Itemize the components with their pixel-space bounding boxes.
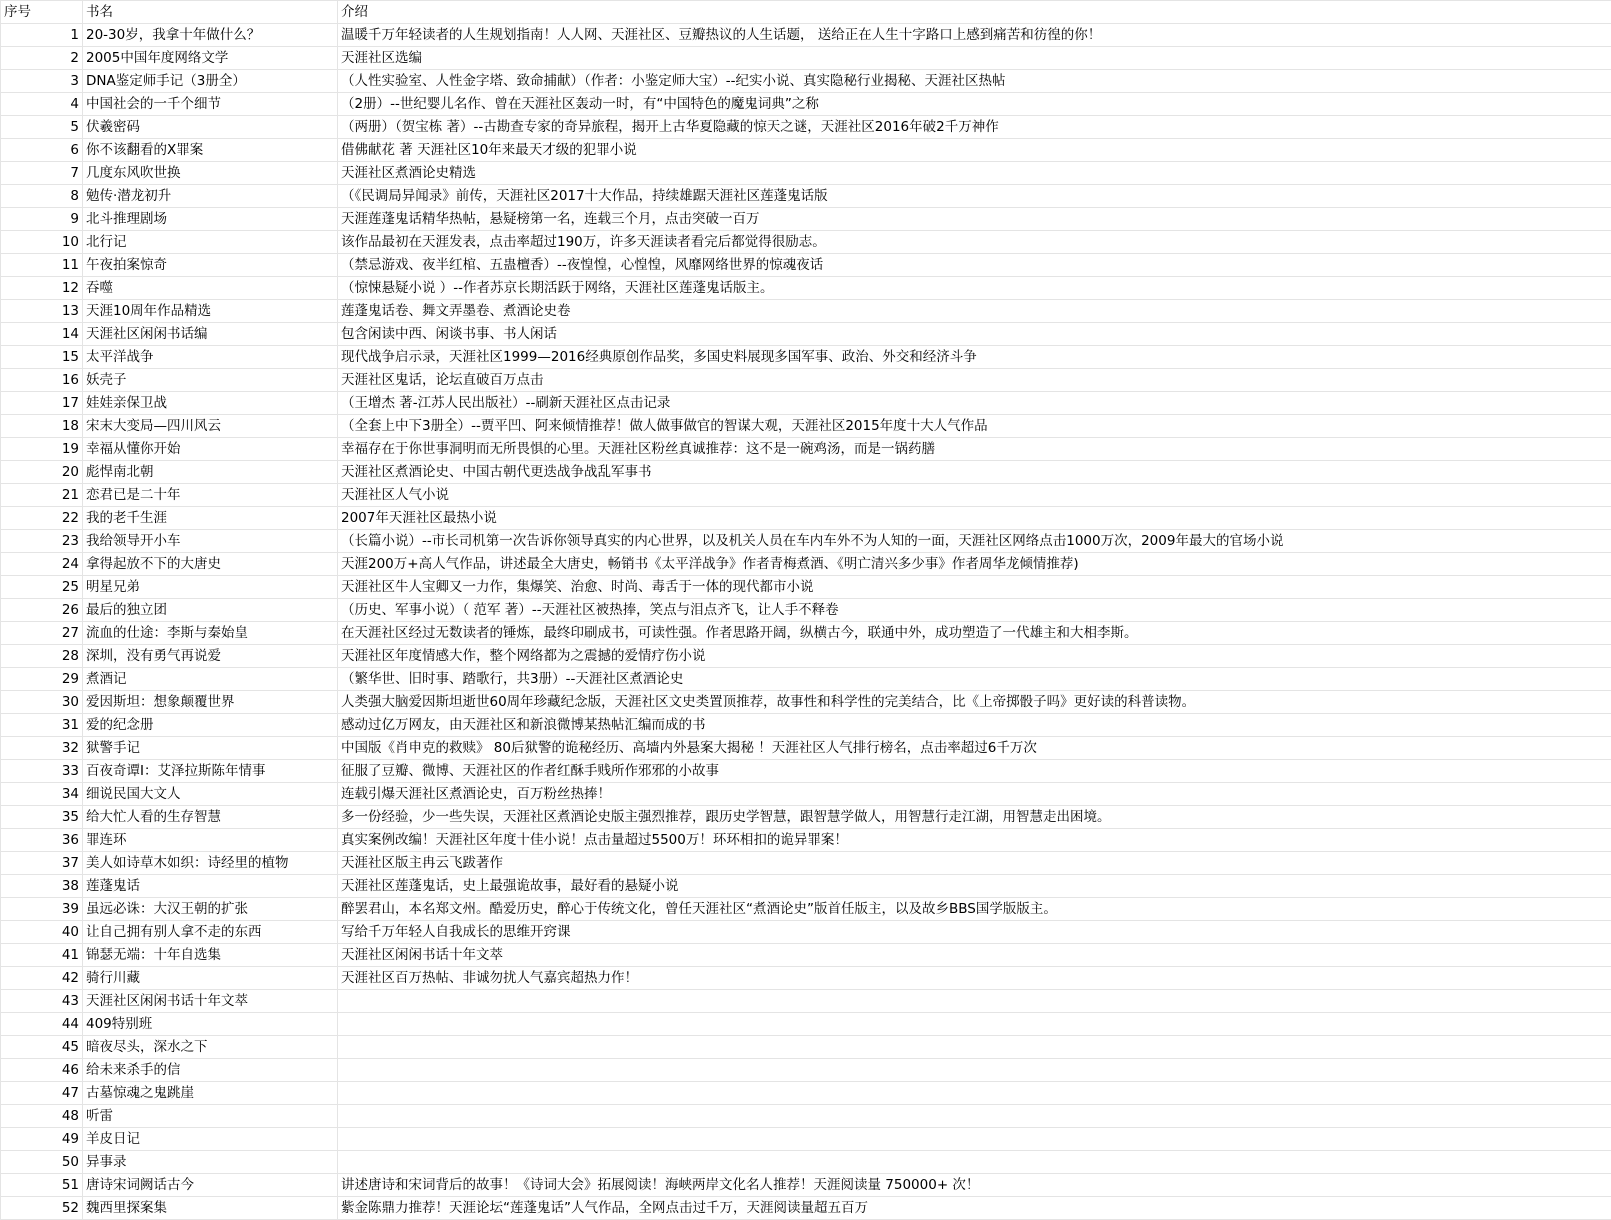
cell-intro[interactable]: 天涯社区闲闲书话十年文萃 [338, 944, 1611, 967]
cell-intro[interactable]: 幸福存在于你世事洞明而无所畏惧的心里。天涯社区粉丝真诚推荐：这不是一碗鸡汤，而是一锅药膳 [338, 438, 1611, 461]
table-row [1, 1174, 1611, 1197]
cell-intro[interactable]: 天涯社区百万热帖、非诚勿扰人气嘉宾超热力作！ [338, 967, 1611, 990]
cell-intro[interactable]: （全套上中下3册全）--贾平凹、阿来倾情推荐！做人做事做官的智谋大观，天涯社区2015年度十大人气作品 [338, 415, 1611, 438]
table-row [1, 714, 1611, 737]
cell-title[interactable]: 暗夜尽头，深水之下 [83, 1036, 338, 1059]
cell-title[interactable]: 爱因斯坦：想象颠覆世界 [83, 691, 338, 714]
cell-intro[interactable]: 天涯200万+高人气作品，讲述最全大唐史，畅销书《太平洋战争》作者青梅煮酒、《明亡清兴多少事》作者周华龙倾情推荐) [338, 553, 1611, 576]
cell-index[interactable]: 5 [1, 116, 83, 139]
table-row [1, 507, 1611, 530]
table-row [1, 691, 1611, 714]
table-row [1, 70, 1611, 93]
cell-intro[interactable] [338, 1013, 1611, 1036]
cell-title[interactable]: 吞噬 [83, 277, 338, 300]
cell-title[interactable]: 罪连环 [83, 829, 338, 852]
table-row [1, 967, 1611, 990]
cell-intro[interactable] [338, 1082, 1611, 1105]
cell-index[interactable]: 26 [1, 599, 83, 622]
cell-title[interactable]: 流血的仕途：李斯与秦始皇 [83, 622, 338, 645]
cell-index[interactable]: 8 [1, 185, 83, 208]
cell-intro[interactable]: 写给千万年轻人自我成长的思维开窍课 [338, 921, 1611, 944]
cell-index[interactable]: 19 [1, 438, 83, 461]
cell-index[interactable]: 35 [1, 806, 83, 829]
cell-title[interactable]: 煮酒记 [83, 668, 338, 691]
cell-title[interactable]: 虽远必诛：大汉王朝的扩张 [83, 898, 338, 921]
cell-index[interactable]: 24 [1, 553, 83, 576]
cell-index[interactable]: 46 [1, 1059, 83, 1082]
table-row [1, 323, 1611, 346]
table-row [1, 254, 1611, 277]
table-row [1, 24, 1611, 47]
cell-index[interactable]: 27 [1, 622, 83, 645]
cell-intro[interactable]: 感动过亿万网友，由天涯社区和新浪微博某热帖汇编而成的书 [338, 714, 1611, 737]
cell-intro[interactable]: 2007年天涯社区最热小说 [338, 507, 1611, 530]
cell-index[interactable]: 30 [1, 691, 83, 714]
cell-index[interactable]: 47 [1, 1082, 83, 1105]
cell-title[interactable]: 狱警手记 [83, 737, 338, 760]
cell-index[interactable]: 33 [1, 760, 83, 783]
cell-index[interactable]: 3 [1, 70, 83, 93]
cell-title[interactable]: 我给领导开小车 [83, 530, 338, 553]
cell-index[interactable]: 45 [1, 1036, 83, 1059]
cell-intro[interactable]: 醉罢君山，本名郑文州。酷爱历史，醉心于传统文化，曾任天涯社区“煮酒论史”版首任版主，以及故乡BBS国学版版主。 [338, 898, 1611, 921]
cell-index[interactable]: 42 [1, 967, 83, 990]
table-row [1, 852, 1611, 875]
cell-title[interactable]: 听雷 [83, 1105, 338, 1128]
cell-index[interactable]: 2 [1, 47, 83, 70]
table-row [1, 645, 1611, 668]
cell-title[interactable]: 娃娃亲保卫战 [83, 392, 338, 415]
cell-index[interactable]: 20 [1, 461, 83, 484]
cell-intro[interactable]: （2册）--世纪婴儿名作、曾在天涯社区轰动一时，有“中国特色的魔鬼词典”之称 [338, 93, 1611, 116]
cell-title[interactable]: 魏西里探案集 [83, 1197, 338, 1220]
table-row [1, 1036, 1611, 1059]
cell-intro[interactable] [338, 990, 1611, 1013]
table-row [1, 162, 1611, 185]
cell-intro[interactable]: 多一份经验，少一些失误，天涯社区煮酒论史版主强烈推荐，跟历史学智慧，跟智慧学做人，用智慧行走江湖，用智慧走出困境。 [338, 806, 1611, 829]
cell-index[interactable]: 23 [1, 530, 83, 553]
cell-title[interactable]: 唐诗宋词阙话古今 [83, 1174, 338, 1197]
cell-index[interactable]: 21 [1, 484, 83, 507]
cell-title[interactable]: 拿得起放不下的大唐史 [83, 553, 338, 576]
cell-index[interactable]: 9 [1, 208, 83, 231]
cell-intro[interactable] [338, 1036, 1611, 1059]
cell-intro[interactable] [338, 1151, 1611, 1174]
cell-index[interactable]: 25 [1, 576, 83, 599]
cell-index[interactable]: 17 [1, 392, 83, 415]
cell-index[interactable]: 48 [1, 1105, 83, 1128]
table-row [1, 783, 1611, 806]
cell-index[interactable]: 41 [1, 944, 83, 967]
cell-intro[interactable]: 天涯社区人气小说 [338, 484, 1611, 507]
cell-title[interactable]: 深圳，没有勇气再说爱 [83, 645, 338, 668]
cell-intro[interactable]: 包含闲读中西、闲谈书事、书人闲话 [338, 323, 1611, 346]
cell-intro[interactable]: 天涯社区鬼话，论坛直破百万点击 [338, 369, 1611, 392]
header-intro[interactable]: 介绍 [338, 1, 1611, 24]
cell-index[interactable]: 52 [1, 1197, 83, 1220]
table-row [1, 990, 1611, 1013]
cell-index[interactable]: 37 [1, 852, 83, 875]
cell-title[interactable]: 几度东风吹世换 [83, 162, 338, 185]
table-row [1, 1082, 1611, 1105]
cell-intro[interactable]: 中国版《肖申克的救赎》 80后狱警的诡秘经历、高墙内外悬案大揭秘 ！天涯社区人气排行榜名，点击率超过6千万次 [338, 737, 1611, 760]
cell-index[interactable]: 49 [1, 1128, 83, 1151]
cell-title[interactable]: 北斗推理剧场 [83, 208, 338, 231]
cell-index[interactable]: 32 [1, 737, 83, 760]
table-row [1, 806, 1611, 829]
cell-index[interactable]: 4 [1, 93, 83, 116]
cell-title[interactable]: 妖壳子 [83, 369, 338, 392]
cell-index[interactable]: 12 [1, 277, 83, 300]
table-row [1, 553, 1611, 576]
cell-intro[interactable]: （长篇小说）--市长司机第一次告诉你领导真实的内心世界，以及机关人员在车内车外不为人知的一面，天涯社区网络点击1000万次，2009年最大的官场小说 [338, 530, 1611, 553]
cell-intro[interactable]: 征服了豆瓣、微博、天涯社区的作者红酥手贱所作邪邪的小故事 [338, 760, 1611, 783]
cell-intro[interactable] [338, 1059, 1611, 1082]
table-row [1, 829, 1611, 852]
cell-index[interactable]: 38 [1, 875, 83, 898]
cell-intro[interactable]: （王增杰 著-江苏人民出版社）--刷新天涯社区点击记录 [338, 392, 1611, 415]
cell-intro[interactable]: 讲述唐诗和宋词背后的故事！《诗词大会》拓展阅读！海峡两岸文化名人推荐！天涯阅读量 750000+ 次！ [338, 1174, 1611, 1197]
cell-title[interactable]: 给大忙人看的生存智慧 [83, 806, 338, 829]
table-row [1, 875, 1611, 898]
cell-index[interactable]: 44 [1, 1013, 83, 1036]
cell-intro[interactable]: 天涯社区版主冉云飞跋著作 [338, 852, 1611, 875]
table-row [1, 622, 1611, 645]
table-row [1, 1151, 1611, 1174]
cell-title[interactable]: 午夜拍案惊奇 [83, 254, 338, 277]
cell-title[interactable]: 我的老千生涯 [83, 507, 338, 530]
cell-title[interactable]: 伏羲密码 [83, 116, 338, 139]
cell-title[interactable]: 幸福从懂你开始 [83, 438, 338, 461]
cell-intro[interactable]: 连载引爆天涯社区煮酒论史，百万粉丝热捧！ [338, 783, 1611, 806]
table-row [1, 185, 1611, 208]
cell-index[interactable]: 50 [1, 1151, 83, 1174]
cell-title[interactable]: 宋末大变局—四川风云 [83, 415, 338, 438]
header-title[interactable]: 书名 [83, 1, 338, 24]
cell-index[interactable]: 7 [1, 162, 83, 185]
cell-title[interactable]: 百夜奇谭Ⅰ：艾泽拉斯陈年情事 [83, 760, 338, 783]
cell-title[interactable]: 美人如诗草木如织：诗经里的植物 [83, 852, 338, 875]
cell-title[interactable]: 彪悍南北朝 [83, 461, 338, 484]
cell-index[interactable]: 18 [1, 415, 83, 438]
cell-title[interactable]: 明星兄弟 [83, 576, 338, 599]
table-row [1, 484, 1611, 507]
table-row [1, 668, 1611, 691]
table-row [1, 1059, 1611, 1082]
table-row [1, 760, 1611, 783]
cell-intro[interactable]: 借佛献花 著 天涯社区10年来最天才级的犯罪小说 [338, 139, 1611, 162]
table-row [1, 93, 1611, 116]
cell-title[interactable]: 中国社会的一千个细节 [83, 93, 338, 116]
cell-title[interactable]: 让自己拥有别人拿不走的东西 [83, 921, 338, 944]
cell-title[interactable]: 天涯社区闲闲书话十年文萃 [83, 990, 338, 1013]
cell-title[interactable]: 20-30岁，我拿十年做什么？ [83, 24, 338, 47]
cell-index[interactable]: 28 [1, 645, 83, 668]
cell-index[interactable]: 11 [1, 254, 83, 277]
cell-intro[interactable]: 该作品最初在天涯发表，点击率超过190万，许多天涯读者看完后都觉得很励志。 [338, 231, 1611, 254]
table-row [1, 944, 1611, 967]
table-row [1, 576, 1611, 599]
cell-title[interactable]: 细说民国大文人 [83, 783, 338, 806]
table-row [1, 1128, 1611, 1151]
cell-title[interactable]: 给未来杀手的信 [83, 1059, 338, 1082]
cell-title[interactable]: 天涯10周年作品精选 [83, 300, 338, 323]
cell-title[interactable]: 2005中国年度网络文学 [83, 47, 338, 70]
cell-intro[interactable]: 天涯社区年度情感大作，整个网络都为之震撼的爱情疗伤小说 [338, 645, 1611, 668]
cell-intro[interactable]: 人类强大脑爱因斯坦逝世60周年珍藏纪念版，天涯社区文史类置顶推荐，故事性和科学性的完美结合，比《上帝掷骰子吗》更好读的科普读物。 [338, 691, 1611, 714]
cell-intro[interactable]: 现代战争启示录，天涯社区1999—2016经典原创作品奖，多国史料展现多国军事、政治、外交和经济斗争 [338, 346, 1611, 369]
cell-title[interactable]: 羊皮日记 [83, 1128, 338, 1151]
cell-index[interactable]: 15 [1, 346, 83, 369]
table-row [1, 231, 1611, 254]
cell-title[interactable]: 天涯社区闲闲书话编 [83, 323, 338, 346]
cell-index[interactable]: 31 [1, 714, 83, 737]
cell-title[interactable]: 北行记 [83, 231, 338, 254]
cell-intro[interactable]: （《民调局异闻录》前传，天涯社区2017十大作品，持续雄踞天涯社区莲蓬鬼话版 [338, 185, 1611, 208]
table-row [1, 438, 1611, 461]
cell-intro[interactable] [338, 1128, 1611, 1151]
table-row [1, 139, 1611, 162]
cell-title[interactable]: 锦瑟无端：十年自选集 [83, 944, 338, 967]
table-row [1, 346, 1611, 369]
table-row [1, 737, 1611, 760]
cell-index[interactable]: 34 [1, 783, 83, 806]
cell-title[interactable]: DNA鉴定师手记（3册全） [83, 70, 338, 93]
table-row [1, 208, 1611, 231]
cell-index[interactable]: 13 [1, 300, 83, 323]
table-row [1, 116, 1611, 139]
cell-index[interactable]: 16 [1, 369, 83, 392]
cell-intro[interactable]: （人性实验室、人性金字塔、致命捕献）（作者：小鉴定师大宝）--纪实小说、真实隐秘行业揭秘、天涯社区热帖 [338, 70, 1611, 93]
cell-title[interactable]: 古墓惊魂之鬼跳崖 [83, 1082, 338, 1105]
cell-intro[interactable]: 天涯社区莲蓬鬼话，史上最强诡故事，最好看的悬疑小说 [338, 875, 1611, 898]
cell-title[interactable]: 409特别班 [83, 1013, 338, 1036]
header-index[interactable]: 序号 [1, 1, 83, 24]
cell-title[interactable]: 莲蓬鬼话 [83, 875, 338, 898]
cell-index[interactable]: 39 [1, 898, 83, 921]
header-row [1, 1, 1611, 24]
cell-intro[interactable]: 天涯社区选编 [338, 47, 1611, 70]
cell-intro[interactable]: 天涯社区煮酒论史、中国古朝代更迭战争战乱军事书 [338, 461, 1611, 484]
table-row [1, 277, 1611, 300]
cell-index[interactable]: 40 [1, 921, 83, 944]
cell-intro[interactable]: 在天涯社区经过无数读者的锤炼，最终印刷成书，可读性强。作者思路开阔，纵横古今，联通中外，成功塑造了一代雄主和大相李斯。 [338, 622, 1611, 645]
table-row [1, 369, 1611, 392]
cell-intro[interactable]: 天涯莲蓬鬼话精华热帖，悬疑榜第一名，连载三个月，点击突破一百万 [338, 208, 1611, 231]
cell-intro[interactable]: （繁华世、旧时事、踏歌行，共3册）--天涯社区煮酒论史 [338, 668, 1611, 691]
cell-title[interactable]: 勉传·潜龙初升 [83, 185, 338, 208]
table-row [1, 1013, 1611, 1036]
cell-title[interactable]: 你不该翻看的X罪案 [83, 139, 338, 162]
cell-intro[interactable]: （历史、军事小说）（ 范军 著）--天涯社区被热捧，笑点与泪点齐飞，让人手不释卷 [338, 599, 1611, 622]
cell-title[interactable]: 爱的纪念册 [83, 714, 338, 737]
cell-title[interactable]: 异事录 [83, 1151, 338, 1174]
cell-intro[interactable]: （惊悚悬疑小说 ）--作者苏京长期活跃于网络，天涯社区莲蓬鬼话版主。 [338, 277, 1611, 300]
cell-intro[interactable]: 紫金陈鼎力推荐！天涯论坛“莲蓬鬼话”人气作品，全网点击过千万，天涯阅读量超五百万 [338, 1197, 1611, 1220]
cell-intro[interactable]: 温暖千万年轻读者的人生规划指南！人人网、天涯社区、豆瓣热议的人生话题， 送给正在人生十字路口上感到痛苦和彷徨的你！ [338, 24, 1611, 47]
cell-index[interactable]: 14 [1, 323, 83, 346]
table-row [1, 1197, 1611, 1220]
table-row [1, 461, 1611, 484]
cell-intro[interactable] [338, 1105, 1611, 1128]
table-row [1, 415, 1611, 438]
cell-title[interactable]: 恋君已是二十年 [83, 484, 338, 507]
cell-intro[interactable]: （禁忌游戏、夜半红棺、五蛊檀香）--夜惶惶，心惶惶，风靡网络世界的惊魂夜话 [338, 254, 1611, 277]
cell-intro[interactable]: 莲蓬鬼话卷、舞文弄墨卷、煮酒论史卷 [338, 300, 1611, 323]
cell-title[interactable]: 最后的独立团 [83, 599, 338, 622]
table-row [1, 898, 1611, 921]
cell-intro[interactable]: 真实案例改编！天涯社区年度十佳小说！点击量超过5500万！环环相扣的诡异罪案！ [338, 829, 1611, 852]
table-row [1, 392, 1611, 415]
cell-index[interactable]: 1 [1, 24, 83, 47]
cell-index[interactable]: 10 [1, 231, 83, 254]
table-row [1, 1105, 1611, 1128]
table-row [1, 47, 1611, 70]
cell-title[interactable]: 骑行川藏 [83, 967, 338, 990]
cell-index[interactable]: 36 [1, 829, 83, 852]
cell-index[interactable]: 22 [1, 507, 83, 530]
cell-index[interactable]: 43 [1, 990, 83, 1013]
table-row [1, 921, 1611, 944]
cell-index[interactable]: 6 [1, 139, 83, 162]
cell-title[interactable]: 太平洋战争 [83, 346, 338, 369]
cell-intro[interactable]: 天涯社区牛人宝卿又一力作，集爆笑、治愈、时尚、毒舌于一体的现代都市小说 [338, 576, 1611, 599]
table-row [1, 599, 1611, 622]
table-row [1, 530, 1611, 553]
table-row [1, 300, 1611, 323]
cell-intro[interactable]: 天涯社区煮酒论史精选 [338, 162, 1611, 185]
cell-index[interactable]: 29 [1, 668, 83, 691]
cell-intro[interactable]: （两册）（贺宝栋 著）--古勘查专家的奇异旅程，揭开上古华夏隐藏的惊天之谜，天涯社区2016年破2千万神作 [338, 116, 1611, 139]
cell-index[interactable]: 51 [1, 1174, 83, 1197]
